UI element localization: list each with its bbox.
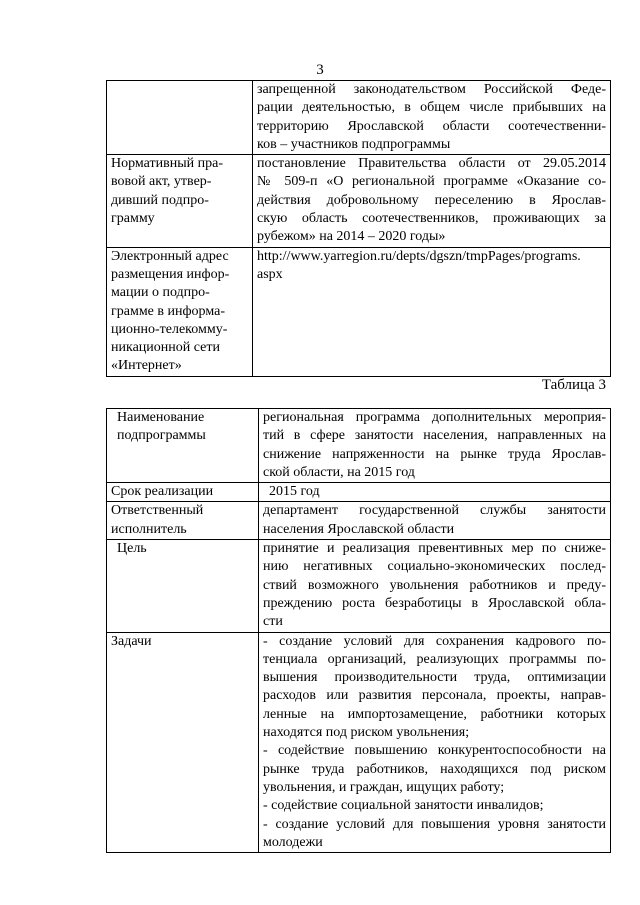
text-line: ствий возможного увольнения работников и преду- xyxy=(263,577,606,593)
value-cell xyxy=(259,409,611,483)
text-line: преждению роста безработицы в Ярославской обла- xyxy=(263,595,606,611)
value-cell xyxy=(253,155,611,247)
text-line: Ответственный xyxy=(111,503,204,519)
text-line: мации о подпро- xyxy=(111,285,210,301)
text-line: скую область соотечественников, проживающих за xyxy=(257,211,606,227)
text-line: размещения инфор- xyxy=(111,266,230,282)
text-line: грамму xyxy=(111,211,155,227)
label-cell xyxy=(107,247,253,376)
text-line: Нормативный пра- xyxy=(111,156,223,172)
text-line: вовой акт, утвер- xyxy=(111,174,212,190)
label-cell xyxy=(107,81,253,155)
table-caption: Таблица 3 xyxy=(541,377,606,393)
text-line: нию негативных социально-экономических послед- xyxy=(263,559,606,575)
label-cell: Срок реализации xyxy=(107,483,259,502)
text-line: «Интернет» xyxy=(111,358,182,374)
text-line: № 509-п «О региональной программе «Оказание со- xyxy=(257,174,606,190)
text-line: принятие и реализация превентивных мер по сниже- xyxy=(263,541,606,557)
text-line: увольнения, и граждан, ищущих работу; xyxy=(263,779,505,795)
text-line: - создание условий для сохранения кадрового по- xyxy=(263,633,606,649)
text-line: - создание условий для повышения уровня занятости xyxy=(263,816,606,832)
text-line: - содействие повышению конкурентоспособности на xyxy=(263,743,606,759)
value-cell xyxy=(259,502,611,540)
text-line: исполнитель xyxy=(111,521,187,537)
passport-table-continued xyxy=(106,80,611,377)
value-cell xyxy=(259,632,611,853)
table-row xyxy=(107,540,611,632)
text-line: ской области, на 2015 год xyxy=(263,464,415,480)
text-line: подпрограммы xyxy=(117,428,206,444)
text-line: Электронный адрес xyxy=(111,248,229,264)
label-cell xyxy=(107,502,259,540)
page-number: 3 xyxy=(316,62,324,78)
value-cell: 2015 год xyxy=(259,483,611,502)
text-line: Наименование xyxy=(117,410,205,425)
table-row xyxy=(107,483,611,502)
text-line: департамент государственной службы занятости xyxy=(263,503,606,519)
text-line: тий в сфере занятости населения, направленных на xyxy=(263,428,606,444)
value-cell xyxy=(259,540,611,632)
text-line: постановление Правительства области от 29.05.2014 xyxy=(257,156,606,172)
text-line: дивший подпро- xyxy=(111,192,209,208)
text-line: ционно-телекомму- xyxy=(111,321,228,337)
text-line: региональная программа дополнительных мероприя- xyxy=(263,410,606,425)
text-line: территорию Ярославской области соотечественни- xyxy=(257,118,606,134)
text-line: населения Ярославской области xyxy=(263,521,455,537)
text-line: находятся под риском увольнения; xyxy=(263,725,470,741)
text-line: тенциала организаций, реализующих программы по- xyxy=(263,651,606,667)
subprogram-passport-table xyxy=(106,408,611,853)
text-line: запрещенной законодательством Российской Феде- xyxy=(257,82,606,97)
table-row xyxy=(107,81,611,155)
table-row xyxy=(107,247,611,376)
table-row xyxy=(107,502,611,540)
text-line: молодежи xyxy=(263,834,323,850)
text-line: ков – участников подпрограммы xyxy=(257,136,451,152)
text-line: - содействие социальной занятости инвалидов; xyxy=(263,798,544,814)
text-line: рации деятельностью, в общем числе прибывших на xyxy=(257,100,606,116)
text-line: рынке труда работников, находящихся под риском xyxy=(263,761,606,777)
text-line: рубежом» на 2014 – 2020 годы» xyxy=(257,229,446,245)
text-line: вышения производительности труда, оптимизации xyxy=(263,670,606,686)
table-row xyxy=(107,155,611,247)
text-line: снижение напряженности на рынке труда Ярослав- xyxy=(263,446,606,462)
text-line: расходов или развития персонала, проекты, направ- xyxy=(263,688,606,704)
text-line: никационной сети xyxy=(111,340,220,356)
table-row xyxy=(107,632,611,853)
value-cell xyxy=(253,247,611,376)
url-line: http://www.yarregion.ru/depts/dgszn/tmpPages/programs. xyxy=(257,248,581,264)
url-line: aspx xyxy=(257,266,283,282)
label-cell: Задачи xyxy=(107,632,259,853)
text-line: действия добровольному переселению в Ярослав- xyxy=(257,192,606,208)
label-cell xyxy=(107,409,259,483)
label-cell xyxy=(107,155,253,247)
text-line: ленные на импортозамещение, работники которых xyxy=(263,706,606,722)
value-cell xyxy=(253,81,611,155)
text-line: грамме в информа- xyxy=(111,303,225,319)
text-line: сти xyxy=(263,614,283,630)
table-row xyxy=(107,409,611,483)
label-cell: Цель xyxy=(107,540,259,632)
